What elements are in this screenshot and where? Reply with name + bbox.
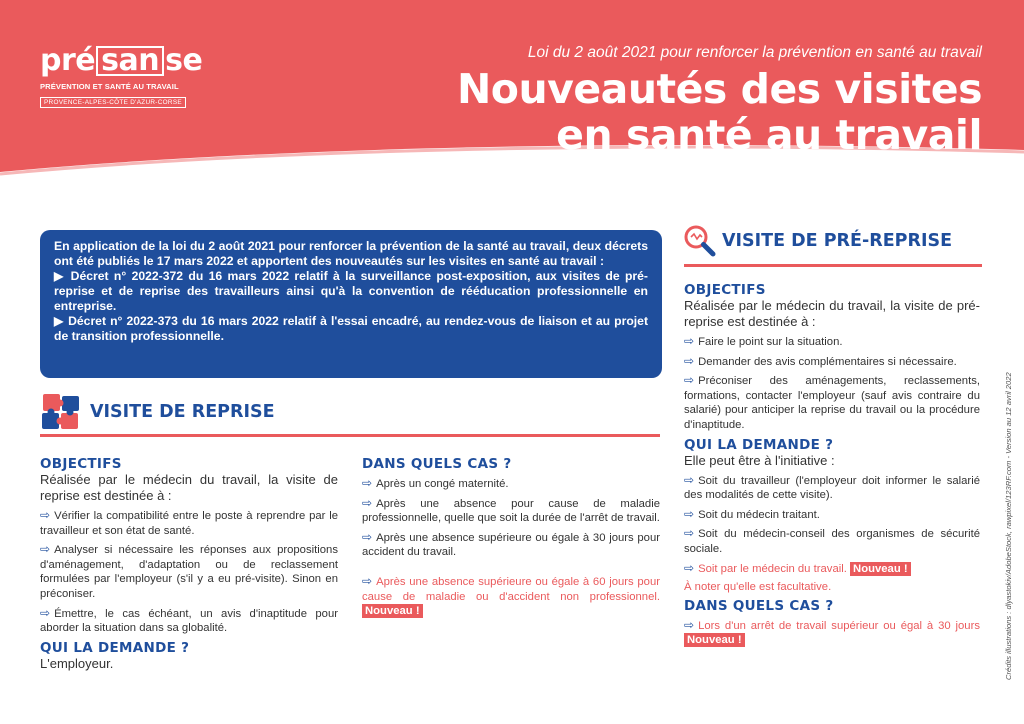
arrow-right-icon: ⇨ (362, 573, 373, 588)
reprise-cas-title: DANS QUELS CAS ? (362, 456, 512, 472)
list-item: ⇨ Faire le point sur la situation. (684, 334, 843, 348)
prereprise-heading (682, 224, 952, 258)
list-item-new: ⇨ Lors d'un arrêt de travail supérieur ou égal à 30 jours Nouveau ! (684, 617, 980, 647)
arrow-right-icon: ⇨ (684, 560, 695, 575)
list-item-new: ⇨ Soit par le médecin du travail. Nouveau ! (684, 561, 980, 577)
prereprise-objectifs-title: OBJECTIFS (684, 282, 766, 298)
prereprise-note: À noter qu'elle est facultative. (684, 581, 832, 594)
list-item: ⇨ Soit du médecin-conseil des organismes de sécurité sociale. (684, 526, 980, 555)
list-item: ⇨ Émettre, le cas échéant, un avis d'inaptitude pour aborder la situation dans sa globalité. (40, 605, 338, 635)
arrow-right-icon: ⇨ (362, 495, 373, 510)
arrow-right-icon: ⇨ (684, 373, 695, 388)
prereprise-cas-title: DANS QUELS CAS ? (684, 597, 834, 614)
reprise-heading-label: VISITE DE REPRISE (90, 402, 275, 422)
list-item: ⇨ Demander des avis complémentaires si nécessaire. (684, 353, 957, 368)
list-item: ⇨ Après une absence supérieure ou égale à 30 jours pour accident du travail. (362, 529, 660, 559)
list-item: ⇨ Après un congé maternité. (362, 476, 509, 490)
reprise-objectifs-text: Réalisée par le médecin du travail, la visite de reprise est destinée à : (40, 472, 338, 503)
list-item: ⇨ Vérifier la compatibilité entre le poste à reprendre par le travailleur et son état de santé. (40, 508, 338, 537)
puzzle-icon (40, 392, 84, 432)
arrow-right-icon: ⇨ (362, 529, 373, 544)
prereprise-divider (684, 264, 982, 267)
new-badge: Nouveau ! (362, 604, 423, 618)
reprise-objectifs-title: OBJECTIFS (40, 456, 122, 472)
reprise-heading (40, 392, 275, 432)
list-item: ⇨ Préconiser des aménagements, reclassements, formations, contacter l'employeur (sauf avis contraire du salarié) pour anticiper la reprise du travail ou la procédure d'inaptitude. (684, 373, 980, 431)
magnifier-icon (682, 224, 718, 258)
list-item-new: ⇨ Après une absence supérieure ou égale à 60 jours pour cause de maladie ou d'accident non professionnel. Nouveau ! (362, 573, 660, 618)
reprise-cas-column (362, 456, 660, 619)
title-line-1: Nouveautés des visites (456, 65, 982, 113)
list-item: ⇨ Analyser si nécessaire les réponses aux propositions d'aménagement, d'adaptation ou de reclassement formulées par l'employeur (s'il y a eu pré-visite). Sinon en préconiser. (40, 542, 338, 600)
prereprise-demande-title: QUI LA DEMANDE ? (684, 436, 834, 453)
arrow-right-icon: ⇨ (362, 476, 373, 490)
logo-region: PROVENCE-ALPES-CÔTE D'AZUR-CORSE (40, 97, 186, 108)
reprise-demande-text: L'employeur. (40, 655, 114, 671)
arrow-right-icon: ⇨ (684, 472, 695, 487)
prereprise-demande-text: Elle peut être à l'initiative : (684, 452, 835, 468)
arrow-right-icon: ⇨ (40, 508, 51, 522)
page-title (457, 66, 982, 158)
arrow-right-icon: ⇨ (684, 526, 695, 541)
intro-decree-1: ▶ Décret n° 2022-372 du 16 mars 2022 relatif à la surveillance post-exposition, aux visites de pré-reprise et de reprise des travailleurs ainsi qu'à la convention de rééducation professionnelle en entreprise. (54, 269, 648, 313)
page-subtitle: Loi du 2 août 2021 pour renforcer la prévention en santé au travail (527, 44, 982, 61)
logo-wordmark: pré san se (40, 43, 203, 78)
new-badge: Nouveau ! (850, 562, 911, 576)
reprise-demande-title: QUI LA DEMANDE ? (40, 639, 190, 656)
header-banner (0, 0, 1024, 200)
reprise-divider (40, 434, 660, 437)
intro-decree-2: ▶ Décret n° 2022-373 du 16 mars 2022 relatif à l'essai encadré, au rendez-vous de liaison et au projet de transition professionnelle. (54, 314, 648, 343)
presanse-logo[interactable] (40, 43, 203, 109)
new-badge: Nouveau ! (684, 633, 745, 647)
logo-tagline: PRÉVENTION ET SANTÉ AU TRAVAIL (40, 82, 179, 91)
reprise-objectifs-column (40, 456, 338, 672)
list-item: ⇨ Soit du médecin traitant. (684, 506, 820, 521)
credits-text: Crédits illustrations : dlyastokiv/AdobeStock, rawpixel/123RF.com - Version au 12 avril 2022 (1004, 372, 1013, 680)
title-line-2: en santé au travail (556, 111, 982, 159)
arrow-right-icon: ⇨ (684, 617, 695, 632)
arrow-right-icon: ⇨ (684, 353, 695, 368)
list-item: ⇨ Soit du travailleur (l'employeur doit informer le salarié des modalités de cette visite). (684, 472, 980, 502)
arrow-right-icon: ⇨ (40, 542, 51, 557)
arrow-right-icon: ⇨ (40, 605, 51, 620)
list-item: ⇨ Après une absence pour cause de maladie professionnelle, quelle que soit la durée de l'arrêt de travail. (362, 495, 660, 525)
prereprise-objectifs-text: Réalisée par le médecin du travail, la visite de pré-reprise est destinée à : (684, 298, 980, 329)
intro-paragraph: En application de la loi du 2 août 2021 pour renforcer la prévention de la santé au travail, deux décrets ont été publiés le 17 mars 2022 et apportent des nouveautés sur les visites en santé au travail : (54, 239, 648, 268)
prereprise-column (684, 282, 980, 648)
arrow-right-icon: ⇨ (684, 334, 695, 348)
prereprise-heading-label: VISITE DE PRÉ-REPRISE (722, 231, 953, 251)
intro-box (40, 230, 662, 378)
arrow-right-icon: ⇨ (684, 506, 695, 521)
